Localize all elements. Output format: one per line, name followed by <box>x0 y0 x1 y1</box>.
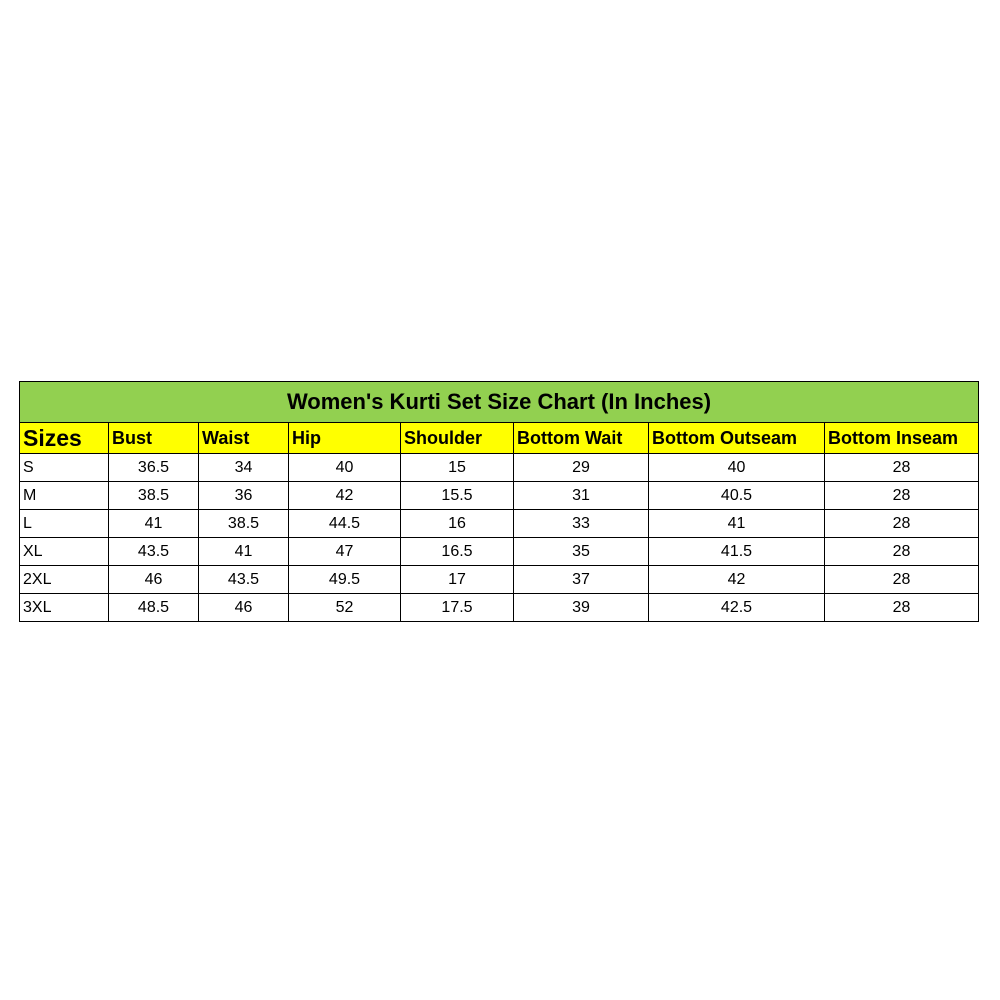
column-header-hip: Hip <box>289 423 401 454</box>
column-header-sizes: Sizes <box>20 423 109 454</box>
table-row <box>20 538 979 566</box>
table-cell-bust: 36.5 <box>109 454 199 482</box>
size-label: 3XL <box>20 594 109 622</box>
table-cell-bottom-inseam: 28 <box>825 594 979 622</box>
column-header-waist: Waist <box>199 423 289 454</box>
table-cell-shoulder: 15 <box>401 454 514 482</box>
table-row <box>20 454 979 482</box>
table-cell-hip: 40 <box>289 454 401 482</box>
title-row <box>20 382 979 423</box>
table-cell-waist: 34 <box>199 454 289 482</box>
table-cell-waist: 41 <box>199 538 289 566</box>
table-cell-bust: 41 <box>109 510 199 538</box>
size-chart-table <box>19 381 979 622</box>
table-row <box>20 510 979 538</box>
table-cell-bottom-wait: 29 <box>514 454 649 482</box>
chart-title: Women's Kurti Set Size Chart (In Inches) <box>20 382 979 423</box>
table-cell-bottom-outseam: 41.5 <box>649 538 825 566</box>
table-cell-bottom-outseam: 41 <box>649 510 825 538</box>
table-row <box>20 594 979 622</box>
table-cell-bottom-wait: 35 <box>514 538 649 566</box>
column-header-bottom-outseam: Bottom Outseam <box>649 423 825 454</box>
column-header-bust: Bust <box>109 423 199 454</box>
column-header-bottom-wait: Bottom Wait <box>514 423 649 454</box>
table-row <box>20 482 979 510</box>
table-cell-bottom-inseam: 28 <box>825 566 979 594</box>
table-cell-hip: 42 <box>289 482 401 510</box>
table-cell-bust: 38.5 <box>109 482 199 510</box>
table-cell-shoulder: 16.5 <box>401 538 514 566</box>
table-cell-shoulder: 15.5 <box>401 482 514 510</box>
table-cell-waist: 38.5 <box>199 510 289 538</box>
table-row <box>20 566 979 594</box>
table-cell-hip: 47 <box>289 538 401 566</box>
table-cell-hip: 49.5 <box>289 566 401 594</box>
size-label: M <box>20 482 109 510</box>
table-cell-shoulder: 17.5 <box>401 594 514 622</box>
table-cell-waist: 43.5 <box>199 566 289 594</box>
table-cell-hip: 44.5 <box>289 510 401 538</box>
header-row <box>20 423 979 454</box>
table-cell-hip: 52 <box>289 594 401 622</box>
table-cell-bottom-inseam: 28 <box>825 510 979 538</box>
size-label: 2XL <box>20 566 109 594</box>
table-cell-bust: 46 <box>109 566 199 594</box>
table-cell-waist: 36 <box>199 482 289 510</box>
table-cell-bottom-inseam: 28 <box>825 482 979 510</box>
table-cell-bottom-wait: 39 <box>514 594 649 622</box>
table-cell-bottom-inseam: 28 <box>825 454 979 482</box>
table-cell-shoulder: 16 <box>401 510 514 538</box>
table-cell-bottom-wait: 33 <box>514 510 649 538</box>
size-label: XL <box>20 538 109 566</box>
column-header-shoulder: Shoulder <box>401 423 514 454</box>
table-cell-bottom-outseam: 40 <box>649 454 825 482</box>
table-cell-bust: 43.5 <box>109 538 199 566</box>
size-label: L <box>20 510 109 538</box>
table-cell-bottom-outseam: 42.5 <box>649 594 825 622</box>
table-cell-bottom-outseam: 40.5 <box>649 482 825 510</box>
table-cell-shoulder: 17 <box>401 566 514 594</box>
table-cell-bottom-outseam: 42 <box>649 566 825 594</box>
table-cell-bottom-wait: 37 <box>514 566 649 594</box>
table-cell-waist: 46 <box>199 594 289 622</box>
table-cell-bottom-wait: 31 <box>514 482 649 510</box>
size-label: S <box>20 454 109 482</box>
table-cell-bust: 48.5 <box>109 594 199 622</box>
table-cell-bottom-inseam: 28 <box>825 538 979 566</box>
column-header-bottom-inseam: Bottom Inseam <box>825 423 979 454</box>
